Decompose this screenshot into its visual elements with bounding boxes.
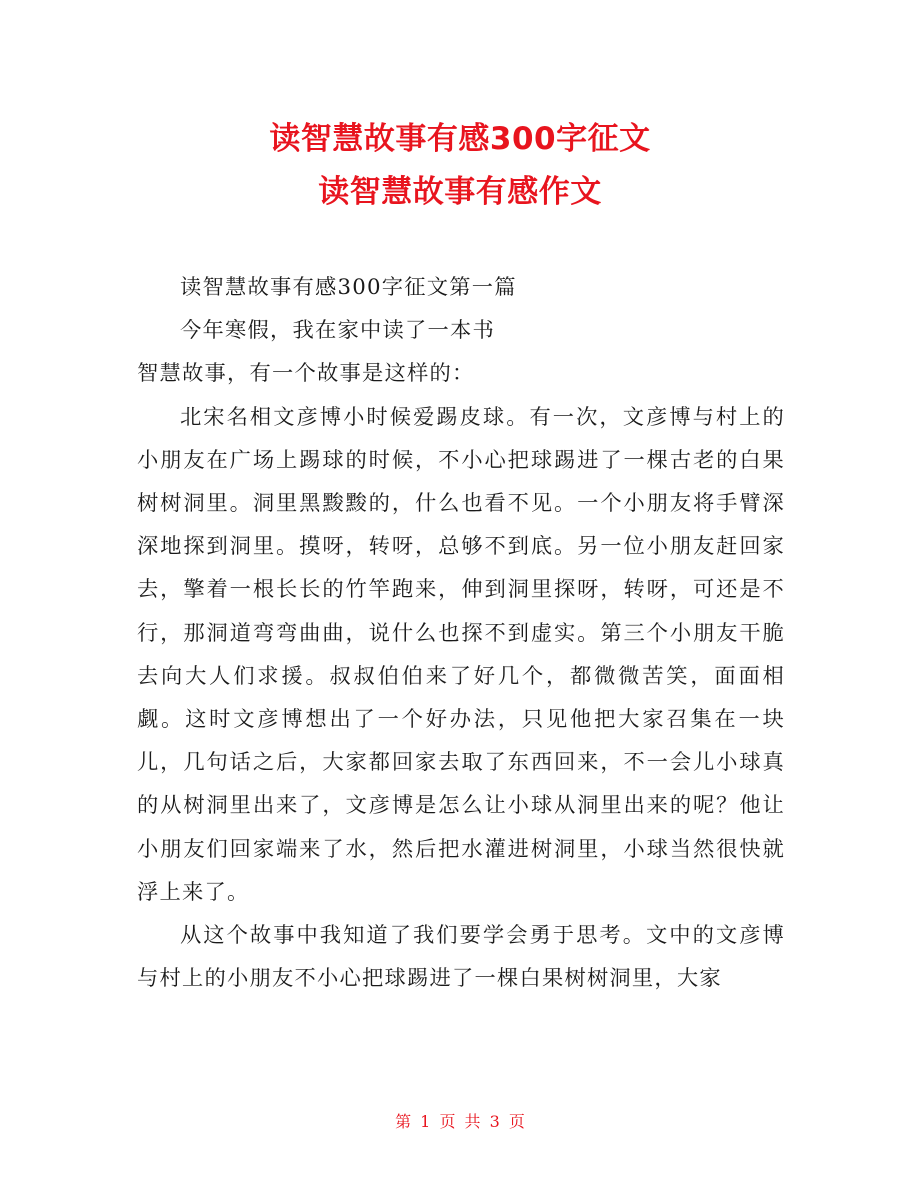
paragraph-reflection: 从这个故事中我知道了我们要学会勇于思考。文中的文彦博与村上的小朋友不小心把球踢进了一棵白果树树洞里，大家 [137, 923, 785, 992]
document-title-line2: 读智慧故事有感作文 [318, 174, 602, 210]
document-body [137, 266, 785, 1000]
paragraph-intro: 今年寒假，我在家中读了一本书 [180, 318, 495, 344]
paragraph-story: 北宋名相文彦博小时候爱踢皮球。有一次，文彦博与村上的小朋友在广场上踢球的时候，不小心把球踢进了一棵古老的白果树树洞里。洞里黑黢黢的，什么也看不见。一个小朋友将手臂深深地探到洞里。摸呀，转呀，总够不到底。另一位小朋友赶回家去，擎着一根长长的竹竿跑来，伸到洞里探呀，转呀，可还是不行，那洞道弯弯曲曲，说什么也探不到虚实。第三个小朋友干脆去向大人们求援。叔叔伯伯来了好几个，都微微苦笑，面面相觑。这时文彦博想出了一个好办法，只见他把大家召集在一块儿，几句话之后，大家都回家去取了东西回来，不一会儿小球真的从树洞里出来了，文彦博是怎么让小球从洞里出来的呢？他让小朋友们回家端来了水，然后把水灌进树洞里，小球当然很快就浮上来了。 [137, 404, 785, 905]
paragraph-intro-continued: 智慧故事，有一个故事是这样的： [137, 361, 475, 387]
page-footer: 第 1 页 共 3 页 [395, 1112, 525, 1131]
paragraph-heading: 读智慧故事有感300字征文第一篇 [180, 275, 517, 300]
document-title-line1: 读智慧故事有感300字征文 [269, 121, 651, 157]
